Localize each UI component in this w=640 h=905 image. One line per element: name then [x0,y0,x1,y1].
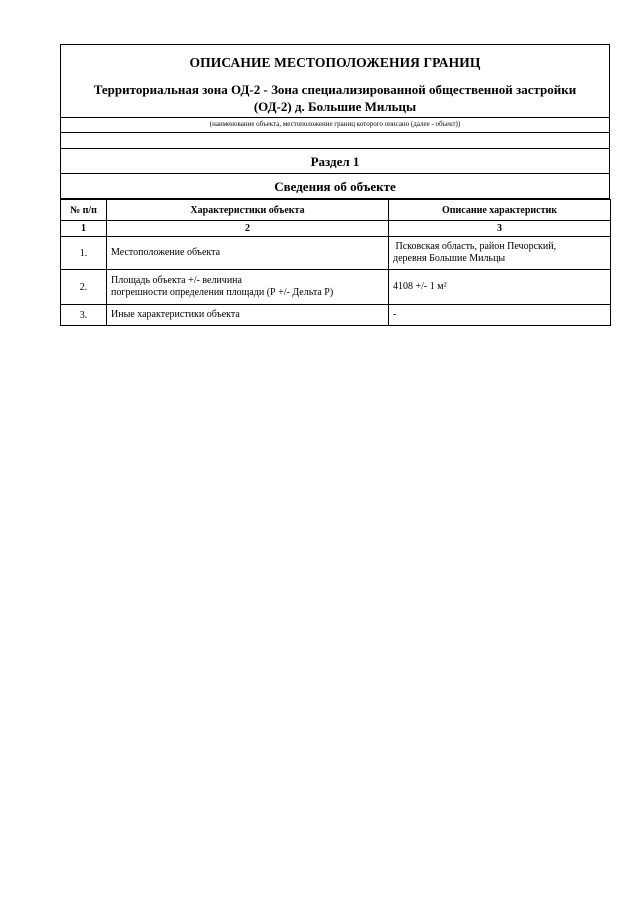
header-spacer [60,133,610,148]
description-line: - [393,309,397,320]
characteristic-line: Иные характеристики объекта [111,309,240,320]
table-row [61,305,611,326]
document-sheet [60,44,610,326]
object-info-table [60,199,611,326]
characteristic-line: погрешности определения площади (Р +/- Дельта Р) [111,287,334,298]
section-title: Сведения об объекте [61,173,609,198]
column-number: 1 [61,221,107,237]
characteristic-line: Площадь объекта +/- величина [111,275,242,286]
section-heading [60,148,610,199]
row-description [389,237,611,270]
section-number: Раздел 1 [310,154,360,169]
row-description [389,305,611,326]
object-name [61,75,609,117]
row-index: 2. [61,270,107,305]
object-name-line2: (ОД-2) д. Большие Мильцы [253,99,417,114]
row-description [389,270,611,305]
column-number: 2 [107,221,389,237]
description-line: Псковская область, район Печорский, [393,241,557,252]
description-line: деревня Большие Мильцы [393,253,506,264]
column-number: 3 [389,221,611,237]
row-characteristic [107,305,389,326]
document-header [60,44,610,133]
description-line: 4108 +/- 1 м² [393,281,447,292]
table-numbering-row [61,221,611,237]
table-row [61,270,611,305]
table-header-row [61,200,611,221]
object-name-caption: (наименование объекта, местоположение границ которого описано (далее - объект)) [61,117,609,132]
row-characteristic [107,237,389,270]
row-index: 1. [61,237,107,270]
header-index: № п/п [61,200,107,221]
header-description: Описание характеристик [389,200,611,221]
row-index: 3. [61,305,107,326]
row-characteristic [107,270,389,305]
object-name-line1: Территориальная зона ОД-2 - Зона специализированной общественной застройки [93,82,577,97]
characteristic-line: Местоположение объекта [111,247,221,258]
header-characteristic: Характеристики объекта [107,200,389,221]
document-title: ОПИСАНИЕ МЕСТОПОЛОЖЕНИЯ ГРАНИЦ [189,55,481,70]
table-row [61,237,611,270]
